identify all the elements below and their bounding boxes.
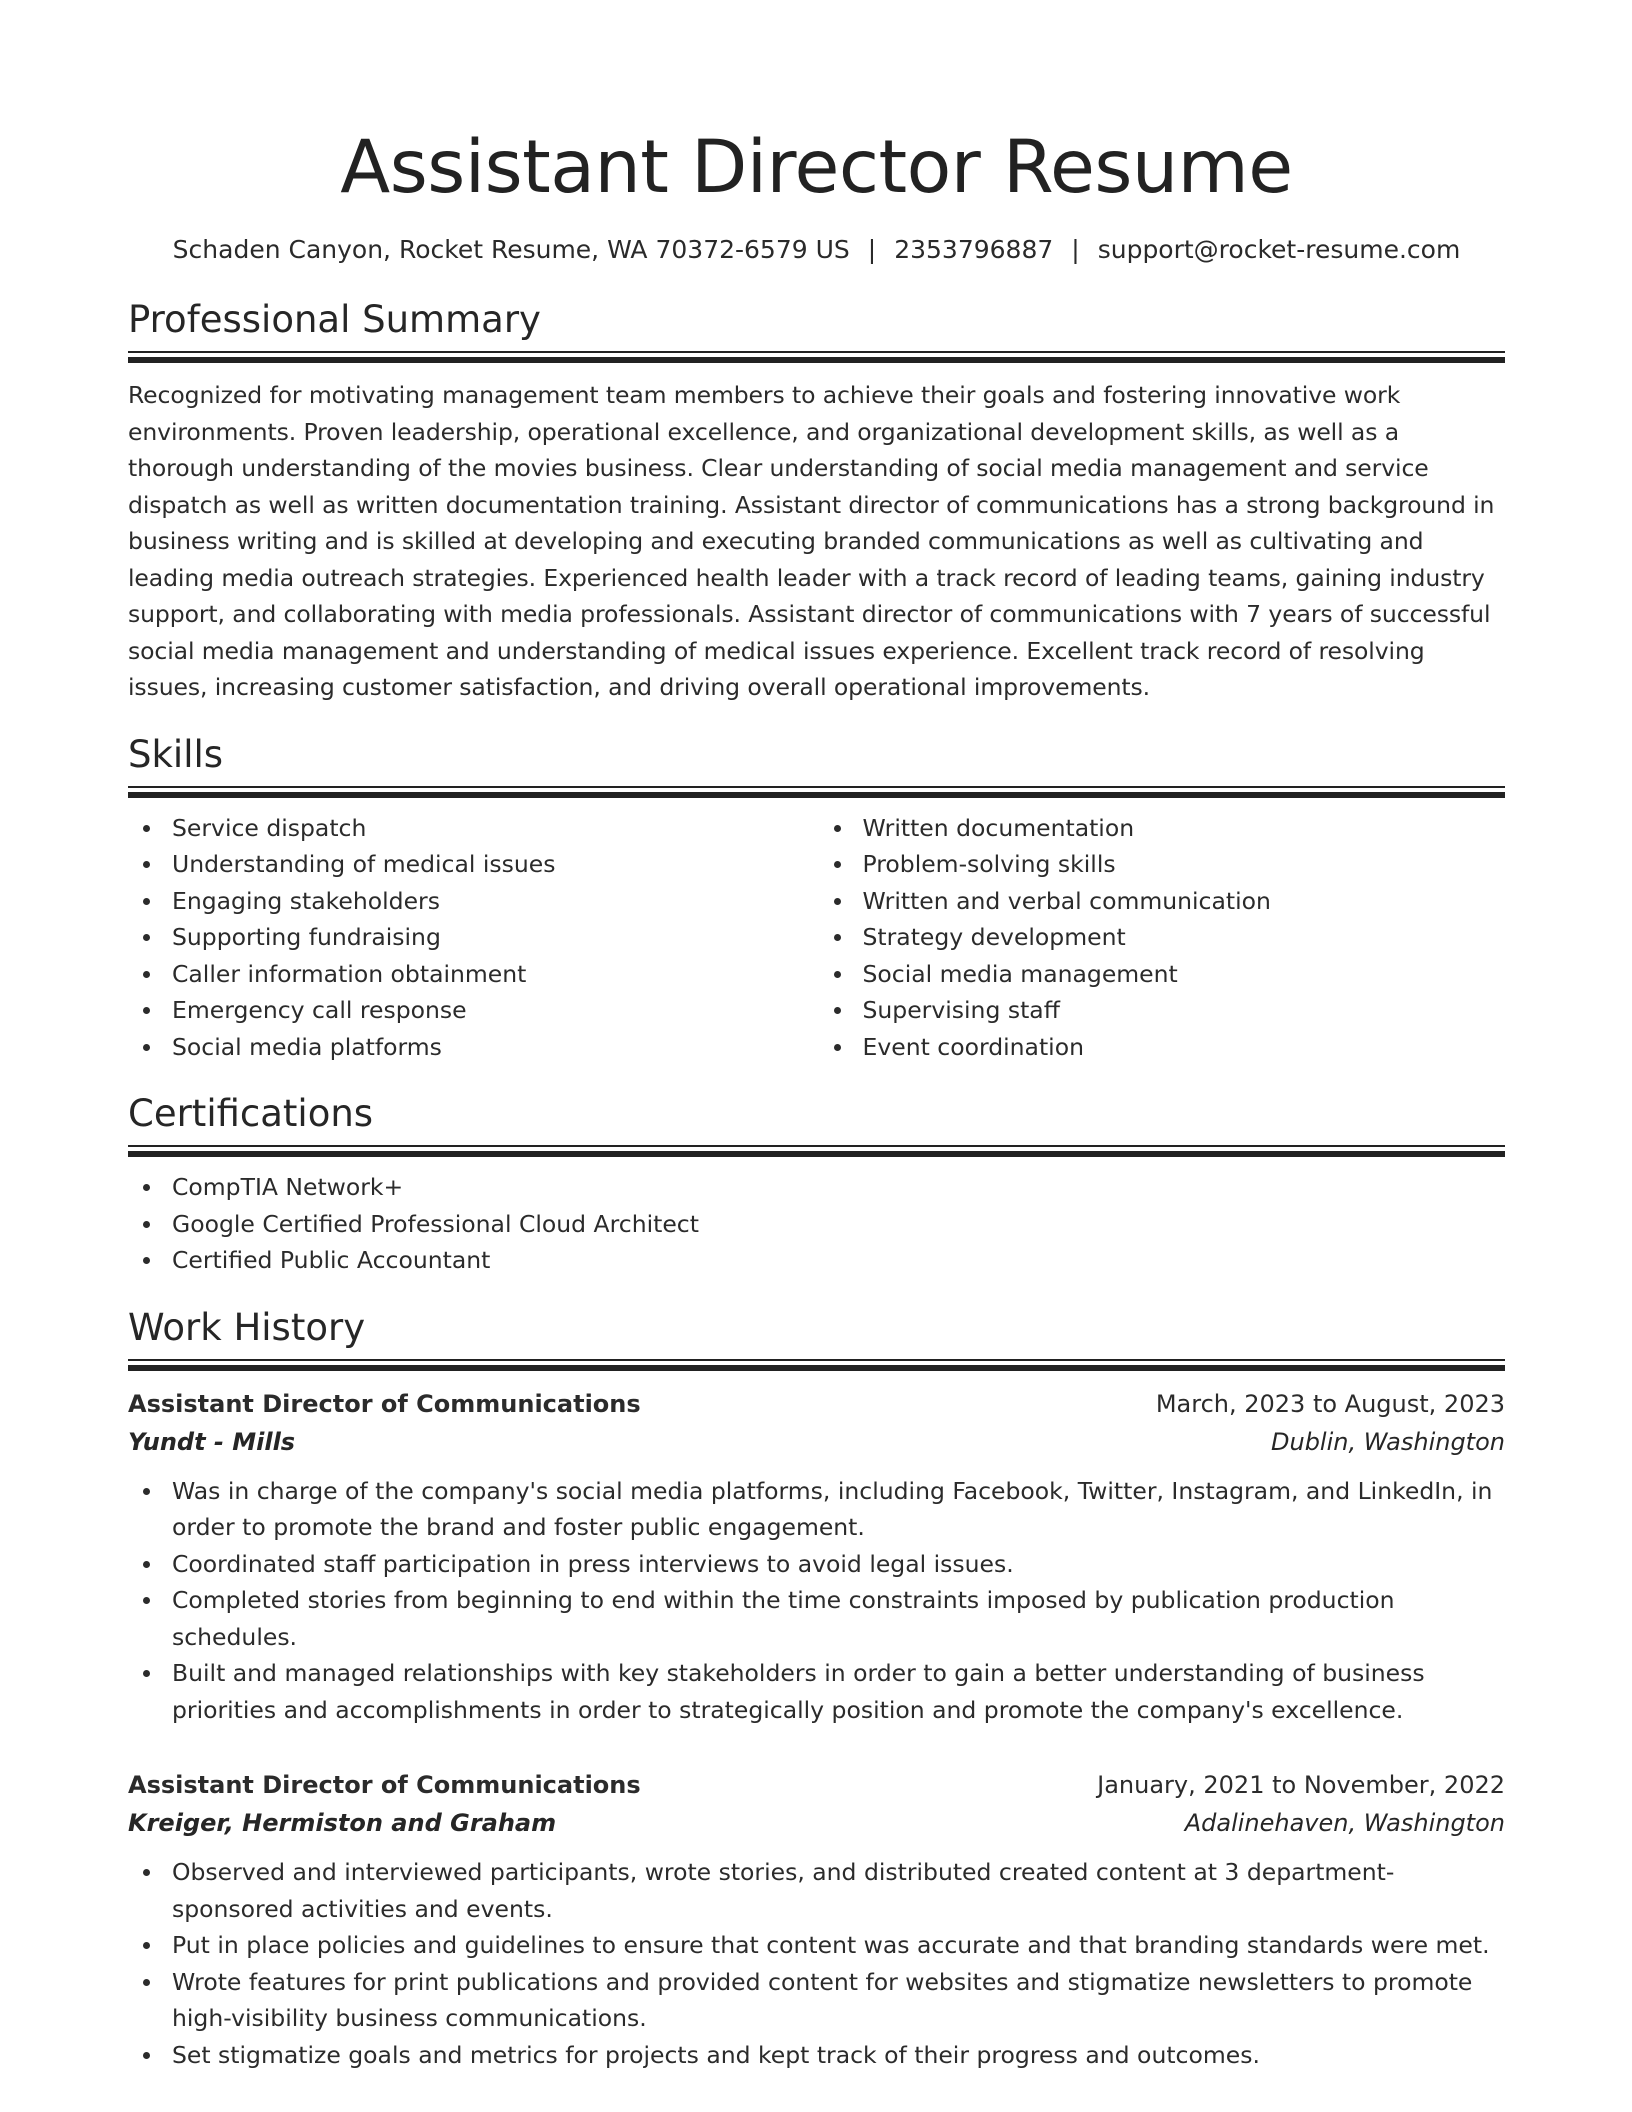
job-bullet: Was in charge of the company's social media platforms, including Facebook, Twitter, Instagram, and LinkedIn, in order to promote the brand and foster public engagement.: [128, 1473, 1505, 1546]
job-bullet: Coordinated staff participation in press interviews to avoid legal issues.: [128, 1546, 1505, 1583]
certification-item: CompTIA Network+: [128, 1169, 1505, 1206]
job-bullets: [128, 1473, 1505, 1729]
skills-section: [128, 732, 1505, 1066]
skill-item: Strategy development: [819, 919, 1506, 956]
skills-list-left: [128, 810, 815, 1066]
job-bullet: Completed stories from beginning to end within the time constraints imposed by publication production schedules.: [128, 1582, 1505, 1655]
job-bullets: [128, 1854, 1505, 2073]
summary-text: Recognized for motivating management team members to achieve their goals and fostering innovative work environments. Proven leadership, operational excellence, and organizational development skills, as well as a thorough understanding of the movies business. Clear understanding of social media management and service dispatch as well as written documentation training. Assistant director of communications has a strong background in business writing and is skilled at developing and executing branded communications as well as cultivating and leading media outreach strategies. Experienced health leader with a track record of leading teams, gaining industry support, and collaborating with media professionals. Assistant director of communications with 7 years of successful social media management and understanding of medical issues experience. Excellent track record of resolving issues, increasing customer satisfaction, and driving overall operational improvements.: [128, 381, 1495, 701]
skill-item: Social media platforms: [128, 1029, 815, 1066]
contact-phone: 2353796887: [894, 235, 1054, 264]
resume-page: [128, 0, 1505, 2073]
skills-list-right: [815, 810, 1506, 1066]
summary-heading: Professional Summary: [128, 298, 541, 341]
certifications-section: [128, 1091, 1505, 1279]
job-subheader: [128, 1423, 1505, 1461]
skill-item: Social media management: [819, 956, 1506, 993]
skill-item: Written documentation: [819, 810, 1506, 847]
job-bullet: Wrote features for print publications and provided content for websites and stigmatize newsletters to promote high-visibility business communications.: [128, 1964, 1505, 2037]
job-entry: [128, 1385, 1505, 1729]
contact-address: Schaden Canyon, Rocket Resume, WA 70372-6579 US: [172, 235, 850, 264]
work-history-section: [128, 1305, 1505, 2074]
contact-separator: |: [867, 235, 877, 264]
skill-item: Supporting fundraising: [128, 919, 815, 956]
contact-line: [128, 233, 1505, 267]
skill-item: Written and verbal communication: [819, 883, 1506, 920]
job-entry: [128, 1766, 1505, 2073]
job-dates: January, 2021 to November, 2022: [1097, 1771, 1505, 1799]
job-location: Dublin, Washington: [1271, 1427, 1505, 1456]
contact-email: support@rocket-resume.com: [1097, 235, 1461, 264]
job-title: Assistant Director of Communications: [128, 1389, 641, 1418]
resume-title: Assistant Director Resume: [340, 125, 1293, 210]
skill-item: Event coordination: [819, 1029, 1506, 1066]
section-divider: [128, 1359, 1505, 1369]
job-bullet: Observed and interviewed participants, wrote stories, and distributed created content at 3 department-sponsored activities and events.: [128, 1854, 1505, 1927]
job-company: Kreiger, Hermiston and Graham: [128, 1809, 557, 1837]
job-location: Adalinehaven, Washington: [1184, 1809, 1505, 1837]
skill-item: Engaging stakeholders: [128, 883, 815, 920]
summary-section: [128, 297, 1505, 706]
section-divider: [128, 1145, 1505, 1155]
skill-item: Problem-solving skills: [819, 846, 1506, 883]
job-title: Assistant Director of Communications: [128, 1771, 641, 1799]
section-divider: [128, 351, 1505, 361]
contact-separator: |: [1071, 235, 1080, 264]
skills-heading: Skills: [128, 732, 224, 776]
job-subheader: [128, 1804, 1505, 1842]
skill-item: Understanding of medical issues: [128, 846, 815, 883]
skill-item: Service dispatch: [128, 810, 815, 847]
certifications-heading: Certifications: [128, 1092, 374, 1135]
skills-grid: [128, 810, 1505, 1066]
job-dates: March, 2023 to August, 2023: [1155, 1389, 1505, 1418]
certification-item: Google Certified Professional Cloud Architect: [128, 1206, 1505, 1243]
certification-item: Certified Public Accountant: [128, 1242, 1505, 1279]
certifications-list: [128, 1169, 1505, 1279]
job-bullet: Put in place policies and guidelines to ensure that content was accurate and that branding standards were met.: [128, 1927, 1505, 1964]
work-history-heading: Work History: [128, 1305, 366, 1349]
skill-item: Supervising staff: [819, 992, 1506, 1029]
skill-item: Caller information obtainment: [128, 956, 815, 993]
job-header: [128, 1385, 1505, 1423]
job-bullet: Set stigmatize goals and metrics for projects and kept track of their progress and outcomes.: [128, 2037, 1505, 2074]
section-divider: [128, 786, 1505, 796]
job-bullet: Built and managed relationships with key stakeholders in order to gain a better understanding of business priorities and accomplishments in order to strategically position and promote the company's excellence.: [128, 1655, 1505, 1728]
skill-item: Emergency call response: [128, 992, 815, 1029]
job-company: Yundt - Mills: [128, 1427, 296, 1456]
job-header: [128, 1766, 1505, 1804]
